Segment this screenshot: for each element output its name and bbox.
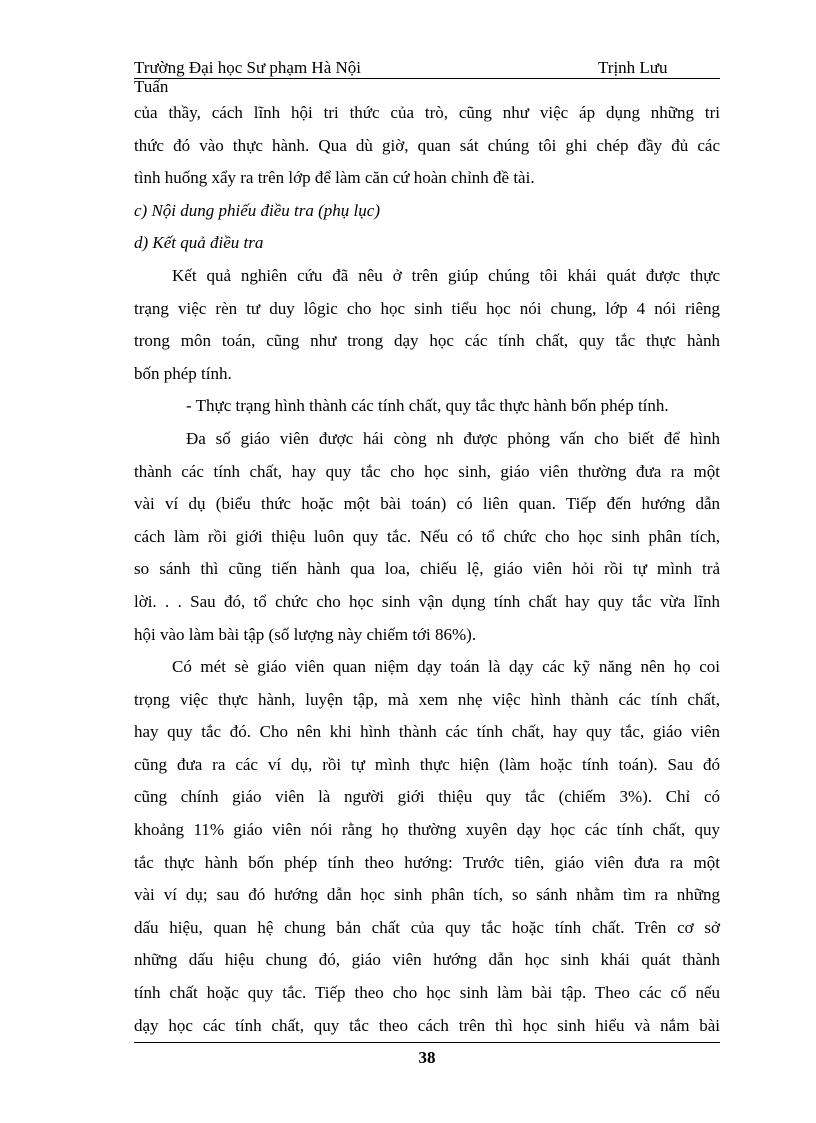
body-line: lời. . . Sau đó, tổ chức cho học sinh vận dụng tính chất hay quy tắc vừa lĩnh (134, 591, 720, 611)
body-line: thức đó vào thực hành. Qua dù giờ, quan sát chúng tôi ghi chép đầy đủ các (134, 135, 720, 155)
body-line: dạy học các tính chất, quy tắc theo cách trên thì học sinh hiểu và nắm bài (134, 1015, 720, 1035)
body-line: tính chất hoặc quy tắc. Tiếp theo cho học sinh làm bài tập. Theo các cố nếu (134, 983, 720, 1003)
footer-rule (134, 1042, 720, 1043)
body-line: vài ví dụ (biểu thức hoặc một bài toán) có liên quan. Tiếp đến hướng dẫn (134, 494, 720, 514)
body-line: những dấu hiệu chung đó, giáo viên hướng dẫn học sinh khái quát thành (134, 950, 720, 970)
body-line: dấu hiệu, quan hệ chung bản chất của quy tắc hoặc tính chất. Trên cơ sở (134, 917, 720, 937)
body-line: trạng việc rèn tư duy lôgic cho học sinh tiểu học nói chung, lớp 4 nói riêng (134, 298, 720, 318)
header-row (134, 58, 720, 79)
body-line: thành các tính chất, hay quy tắc cho học sinh, giáo viên thường đưa ra một (134, 461, 720, 481)
body-line: hay quy tắc đó. Cho nên khi hình thành các tính chất, hay quy tắc, giáo viên (134, 722, 720, 742)
page-header (134, 58, 720, 95)
body-line: tắc thực hành bốn phép tính theo hướng: Trước tiên, giáo viên đưa ra một (134, 852, 720, 872)
body-line: c) Nội dung phiếu điều tra (phụ lục) (134, 200, 380, 220)
body-line: trong môn toán, cũng như trong dạy học các tính chất, quy tắc thực hành (134, 331, 720, 351)
body-line: của thầy, cách lĩnh hội tri thức của trò, cũng như việc áp dụng những tri (134, 103, 720, 122)
body-line: hội vào làm bài tập (số lượng này chiếm tới 86%). (134, 624, 477, 644)
body-line: cũng đưa ra các ví dụ, rồi tự mình thực hiện (làm hoặc tính toán). Sau đó (134, 754, 720, 774)
body-line: khoảng 11% giáo viên nói rằng họ thường xuyên dạy học các tính chất, quy (134, 820, 720, 840)
body-line: trọng việc thực hành, luyện tập, mà xem nhẹ việc hình thành các tính chất, (134, 689, 720, 709)
body-line: so sánh thì cũng tiến hành qua loa, chiếu lệ, giáo viên hỏi rồi tự mình trả (134, 559, 720, 579)
body-line: vài ví dụ; sau đó hướng dẫn học sinh phân tích, so sánh nhằm tìm ra những (134, 885, 720, 905)
body-line: cách làm rồi giới thiệu luôn quy tắc. Nếu có tổ chức cho học sinh phân tích, (134, 526, 720, 546)
body-line: Kết quả nghiên cứu đã nêu ở trên giúp chúng tôi khái quát được thực (172, 265, 720, 285)
body-text (134, 97, 720, 1042)
body-line: bốn phép tính. (134, 363, 232, 383)
body-line: Đa số giáo viên được hái còng nh được phỏng vấn cho biết để hình (186, 428, 720, 448)
body-line: cũng chính giáo viên là người giới thiệu quy tắc (chiếm 3%). Chỉ có (134, 787, 720, 807)
header-author-last: Tuấn (134, 77, 169, 96)
body-line: - Thực trạng hình thành các tính chất, quy tắc thực hành bốn phép tính. (186, 396, 669, 416)
page-number: 38 (418, 1048, 436, 1067)
body-line: d) Kết quả điều tra (134, 233, 264, 253)
header-author-first: Trịnh Lưu (598, 58, 668, 77)
body-line: Có mét sè giáo viên quan niệm dạy toán là dạy các kỹ năng nên họ coi (172, 657, 720, 677)
body-line: tình huống xẩy ra trên lớp để làm căn cứ hoàn chỉnh đề tài. (134, 168, 535, 188)
header-school: Trường Đại học Sư phạm Hà Nội (134, 58, 362, 77)
